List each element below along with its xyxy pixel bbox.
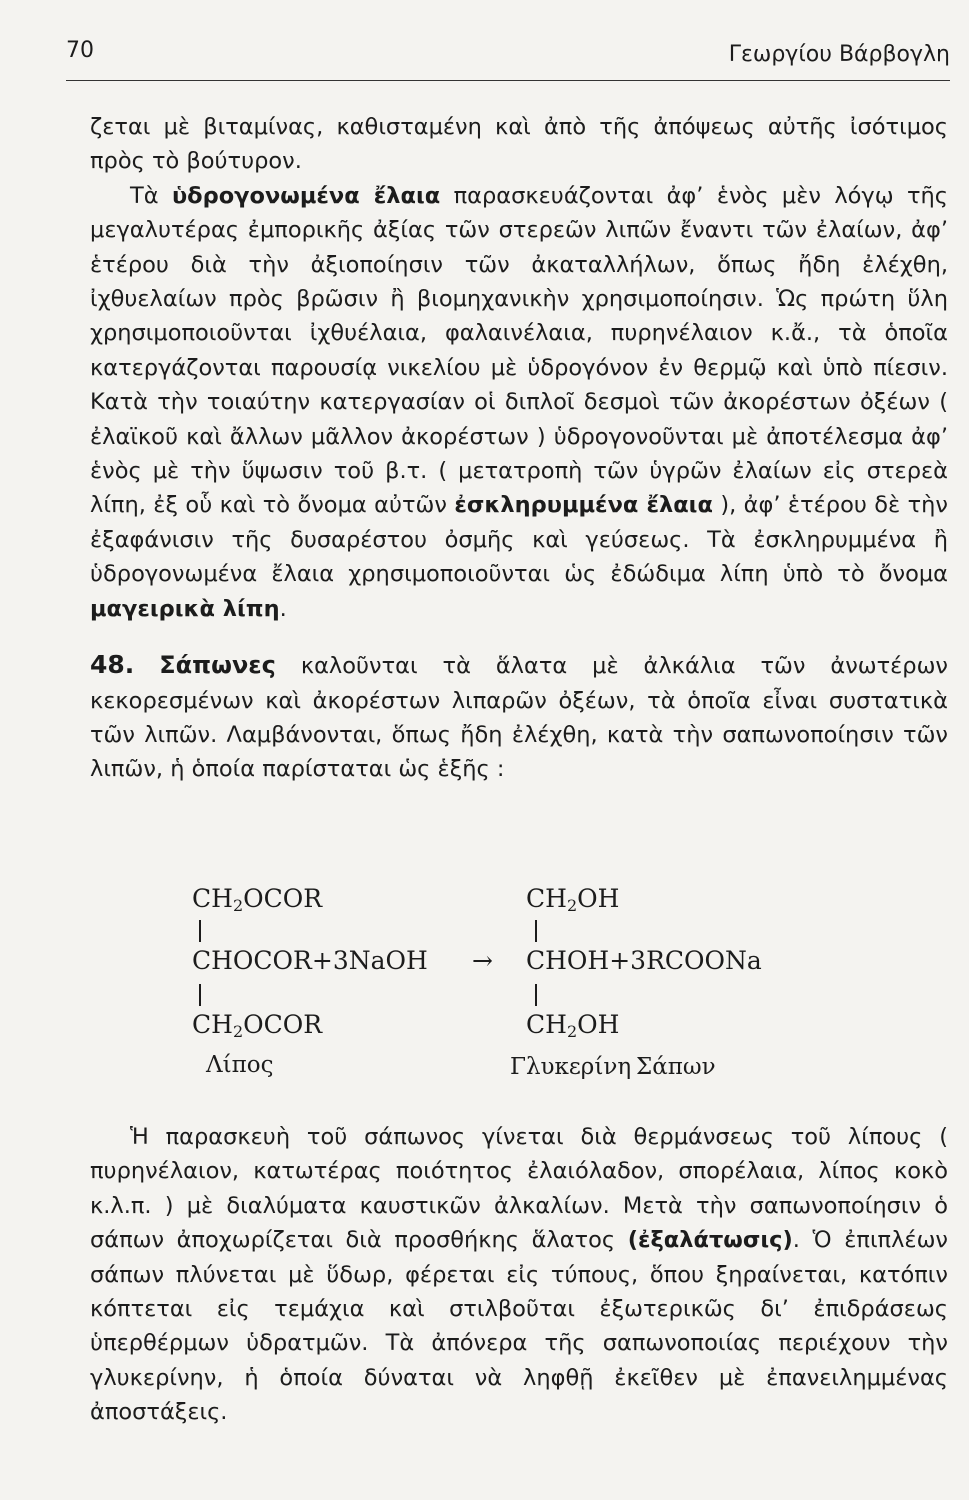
- term-hydrogenated-oils: ὑδρογονωμένα ἔλαια: [171, 182, 441, 209]
- label-fat: Λίπος: [206, 1052, 274, 1078]
- eq-arrow: →: [472, 946, 493, 975]
- eq-left-mid: CHOCOR+3NaOH: [192, 946, 428, 975]
- saponification-equation: [192, 884, 812, 1084]
- paragraph-soap-preparation: Ἡ παρασκευὴ τοῦ σάπωνος γίνεται διὰ θερμάνσεως τοῦ λίπους ( πυρηνέλαιον, κατωτέρας ποιότητος ἐλαιόλαδον, σπορέλαια, λίπος κοκὸ κ.λ.π. ) μὲ διαλύματα καυστικῶν ἀλκαλίων. Μετὰ τὴν σαπωνοποίησιν ὁ σάπων ἀποχωρίζεται διὰ προσθήκης ἅλατος (ἐξαλάτωσις). Ὁ ἐπιπλέων σάπων πλύνεται μὲ ὕδωρ, φέρεται εἰς τύπους, ὅπου ξηραίνεται, κατόπιν κόπτεται εἰς τεμάχια καὶ στιλβοῦται ἐξωτερικῶς δι’ ἐπιδράσεως ὑπερθέρμων ὑδρατμῶν. Τὰ ἀπόνερα τῆς σαπωνοποιίας περιέχουν τὴν γλυκερίνην, ἡ ὁποία δύναται νὰ ληφθῇ ἐκεῖθεν μὲ ἐπανειλημμένας ἀποστάξεις.: [90, 1124, 948, 1426]
- eq-right-top: $CH_2OH$: [526, 884, 620, 915]
- term-cooking-fats: μαγειρικὰ λίπη: [90, 595, 280, 622]
- header-rule: [66, 80, 950, 81]
- page-number: 70: [66, 38, 94, 63]
- section-title: Σάπωνες: [159, 651, 276, 680]
- eq-right-mid: CHOH+3RCOONa: [526, 946, 762, 975]
- term-hardened-oils: ἐσκληρυμμένα ἔλαια: [454, 492, 713, 519]
- running-title: Γεωργίου Βάρβογλη: [728, 42, 950, 67]
- paragraph-continuation: ζεται μὲ βιταμίνας, καθισταμένη καὶ ἀπὸ τῆς ἀπόψεως αὐτῆς ἰσότιμος πρὸς τὸ βούτυρον.: [90, 114, 948, 175]
- section-number: 48.: [90, 650, 135, 680]
- eq-bond-left-2: [199, 984, 201, 1006]
- label-glycerin: Γλυκερίνη: [510, 1054, 632, 1080]
- term-salting-out: (ἐξαλάτωσις): [627, 1227, 793, 1254]
- label-soap: Σάπων: [636, 1054, 716, 1080]
- eq-bond-left-1: [199, 920, 201, 942]
- eq-right-bottom: $CH_2OH$: [526, 1010, 620, 1041]
- eq-bond-right-2: [535, 984, 537, 1006]
- body-text-lower: [90, 1120, 948, 1430]
- section-48-paragraph: 48. Σάπωνες καλοῦνται τὰ ἅλατα μὲ ἀλκάλια τῶν ἀνωτέρων κεκορεσμένων καὶ ἀκορέστων λιπαρῶν ὀξέων, τὰ ὁποῖα εἶναι συστατικὰ τῶν λιπῶν. Λαμβάνονται, ὅπως ἤδη ἐλέχθη, κατὰ τὴν σαπωνοποίησιν τῶν λιπῶν, ἡ ὁποία παρίσταται ὡς ἑξῆς :: [90, 650, 948, 783]
- eq-left-bottom: $CH_2OCOR$: [192, 1010, 323, 1041]
- page-header: [66, 36, 950, 76]
- body-text: [90, 110, 948, 787]
- paragraph-hydrogenated-oils: Τὰ ὑδρογονωμένα ἔλαια παρασκευάζονται ἀφ’ ἑνὸς μὲν λόγῳ τῆς μεγαλυτέρας ἐμπορικῆς ἀξίας τῶν στερεῶν λιπῶν ἔναντι τῶν ἐλαίων, ἀφ’ ἑτέρου διὰ τὴν ἀξιοποίησιν τῶν ἀκαταλλήλων, ὅπως ἤδη ἐλέχθη, ἰχθυελαίων πρὸς βρῶσιν ἢ βιομηχανικὴν χρησιμοποίησιν. Ὡς πρώτη ὕλη χρησιμοποιοῦνται ἰχθυέλαια, φαλαινέλαια, πυρηνέλαιον κ.ἄ., τὰ ὁποῖα κατεργάζονται παρουσίᾳ νικελίου μὲ ὑδρογόνον ἐν θερμῷ καὶ ὑπὸ πίεσιν. Κατὰ τὴν τοιαύτην κατεργασίαν οἱ διπλοῖ δεσμοὶ τῶν ἀκορέστων ὀξέων ( ἐλαϊκοῦ καὶ ἄλλων μᾶλλον ἀκορέστων ) ὑδρογονοῦνται μὲ ἀποτέλεσμα ἀφ’ ἑνὸς μὲ τὴν ὕψωσιν τοῦ β.τ. ( μετατροπὴ τῶν ὑγρῶν ἐλαίων εἰς στερεὰ λίπη, ἐξ οὗ καὶ τὸ ὄνομα αὐτῶν ἐσκληρυμμένα ἔλαια ), ἀφ’ ἑτέρου δὲ τὴν ἐξαφάνισιν τῆς δυσαρέστου ὀσμῆς καὶ γεύσεως. Τὰ ἐσκληρυμμένα ἢ ὑδρογονωμένα ἔλαια χρησιμοποιοῦνται ὡς ἐδώδιμα λίπη ὑπὸ τὸ ὄνομα μαγειρικὰ λίπη.: [90, 182, 948, 622]
- eq-bond-right-1: [535, 920, 537, 942]
- eq-left-top: $CH_2OCOR$: [192, 884, 323, 915]
